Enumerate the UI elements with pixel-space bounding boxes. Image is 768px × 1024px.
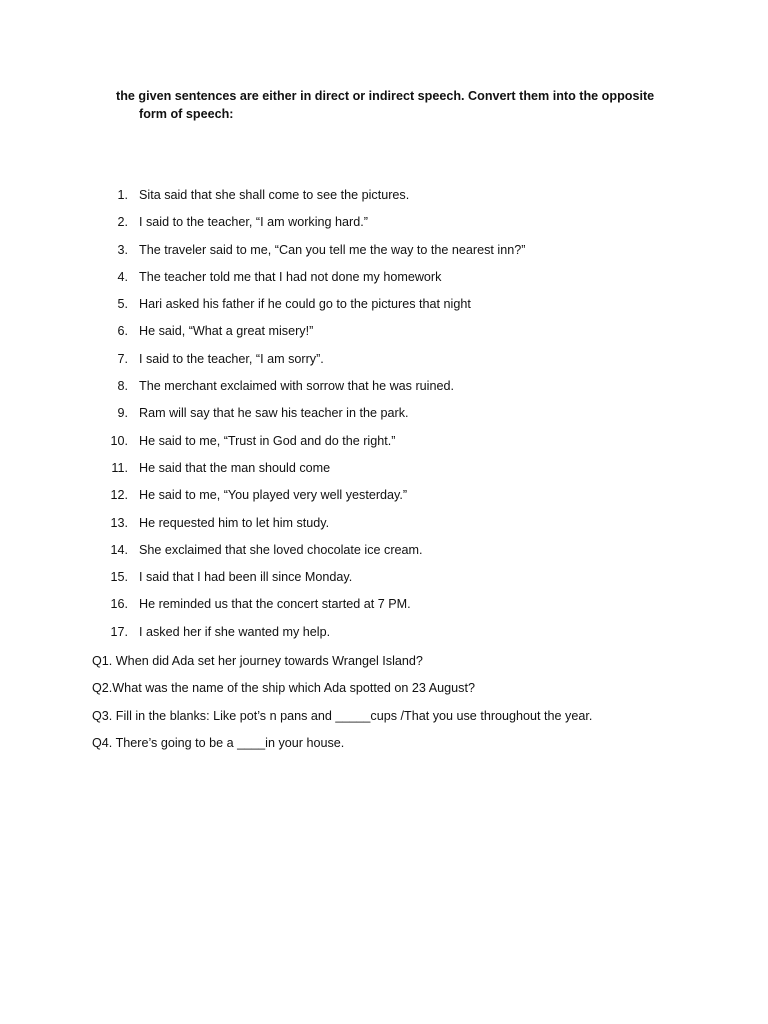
list-number: 14. <box>110 542 128 557</box>
list-number: 11. <box>111 460 128 475</box>
list-number: 16. <box>110 597 128 612</box>
list-number: 5. <box>117 297 128 312</box>
question-item: Q1. When did Ada set her journey towards Wrangel Island? <box>92 654 423 668</box>
list-number: 3. <box>117 242 128 257</box>
list-text: She exclaimed that she loved chocolate ice cream. <box>139 542 423 557</box>
list-item <box>0 268 768 295</box>
sentence-list <box>0 186 768 650</box>
list-item <box>0 241 768 268</box>
question-list <box>92 652 732 761</box>
list-item <box>0 350 768 377</box>
list-item <box>0 404 768 431</box>
list-number: 10. <box>110 433 128 448</box>
list-text: He reminded us that the concert started at 7 PM. <box>139 597 411 612</box>
list-number: 17. <box>110 624 128 639</box>
list-item <box>0 322 768 349</box>
list-item <box>0 541 768 568</box>
question-item: Q3. Fill in the blanks: Like pot’s n pans and _____cups /That you use throughout the year. <box>92 708 593 723</box>
list-item <box>0 213 768 240</box>
list-number: 13. <box>110 515 128 530</box>
list-text: He said to me, “You played very well yesterday.” <box>139 488 408 503</box>
list-item <box>0 459 768 486</box>
list-text: Sita said that she shall come to see the pictures. <box>139 188 410 202</box>
list-text: The traveler said to me, “Can you tell me the way to the nearest inn?” <box>139 242 526 257</box>
list-text: The teacher told me that I had not done my homework <box>139 269 442 284</box>
list-item <box>0 377 768 404</box>
list-text: I said that I had been ill since Monday. <box>139 570 353 585</box>
list-number: 1. <box>117 188 128 202</box>
list-number: 7. <box>117 351 128 366</box>
list-item <box>0 595 768 622</box>
instruction-line-2: form of speech: <box>139 107 234 121</box>
list-number: 12. <box>110 488 128 503</box>
list-text: He said that the man should come <box>139 460 331 475</box>
list-number: 9. <box>117 406 128 421</box>
list-text: I asked her if she wanted my help. <box>139 624 331 639</box>
list-number: 4. <box>117 269 128 284</box>
instruction-line-1: the given sentences are either in direct or indirect speech. Convert them into the opposite <box>116 89 655 103</box>
list-number: 15. <box>110 570 128 585</box>
instruction-heading <box>116 87 656 123</box>
list-item <box>0 486 768 513</box>
list-item <box>0 623 768 650</box>
list-text: Hari asked his father if he could go to the pictures that night <box>139 297 471 312</box>
list-number: 8. <box>117 379 128 394</box>
list-text: Ram will say that he saw his teacher in the park. <box>139 406 409 421</box>
list-number: 2. <box>117 215 128 230</box>
list-text: The merchant exclaimed with sorrow that he was ruined. <box>139 379 454 394</box>
question-item: Q2.What was the name of the ship which Ada spotted on 23 August? <box>92 681 475 696</box>
list-text: He requested him to let him study. <box>139 515 330 530</box>
list-text: He said to me, “Trust in God and do the right.” <box>139 433 396 448</box>
list-item <box>0 568 768 595</box>
list-item <box>0 295 768 322</box>
question-item: Q4. There’s going to be a ____in your house. <box>92 735 345 750</box>
list-item <box>0 432 768 459</box>
list-text: I said to the teacher, “I am working hard.” <box>139 215 368 230</box>
list-text: I said to the teacher, “I am sorry”. <box>139 351 324 366</box>
list-item <box>0 186 768 213</box>
list-number: 6. <box>117 324 128 339</box>
list-item <box>0 514 768 541</box>
list-text: He said, “What a great misery!” <box>139 324 314 339</box>
